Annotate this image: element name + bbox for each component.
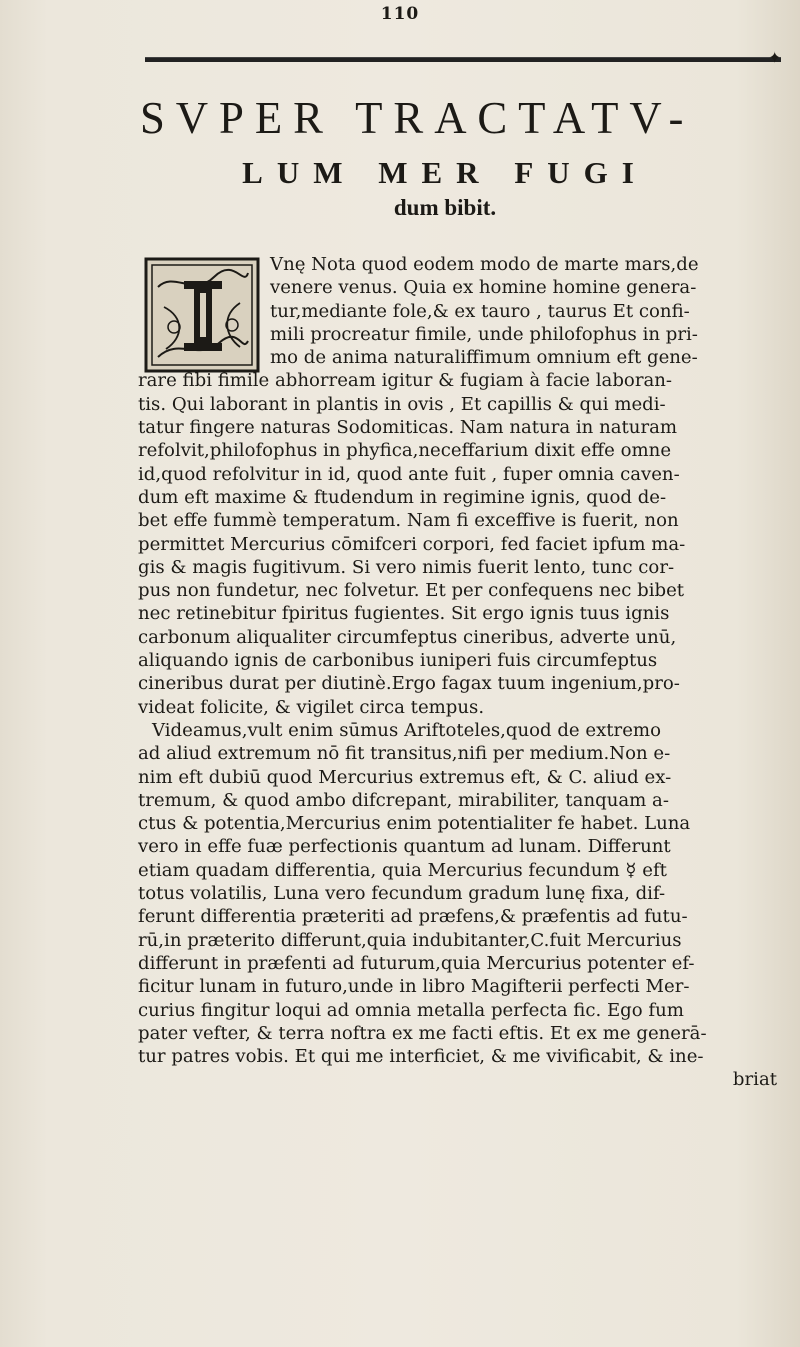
text-line: tremum, & quod ambo difcrepant, mirabiliter, tanquam a-: [138, 789, 669, 811]
text-line: nim eft dubiū quod Mercurius extremus eft, & C. aliud ex-: [138, 766, 672, 788]
text-line: ferunt differentia præteriti ad præfens,& præfentis ad futu-: [138, 906, 688, 928]
text-line: tur,mediante fole,& ex tauro , taurus Et confi-: [270, 300, 690, 322]
text-line: cineribus durat per diutinè.Ergo fagax tuum ingenium,pro-: [138, 673, 680, 695]
text-line: ctus & potentia,Mercurius enim potentialiter fe habet. Luna: [138, 813, 691, 835]
text-line: totus volatilis, Luna vero fecundum gradum lunę fixa, dif-: [138, 883, 666, 905]
text-line: tatur fingere naturas Sodomiticas. Nam natura in naturam: [138, 417, 678, 439]
text-line: mo de anima naturaliffimum omnium eft gene-: [270, 347, 698, 369]
text-line: permittet Mercurius cōmifceri corpori, fed faciet ipfum ma-: [138, 533, 686, 555]
text-line: Vnę Nota quod eodem modo de marte mars,de: [270, 254, 699, 275]
catchword: briat: [732, 1069, 777, 1091]
text-line: bet effe fummè temperatum. Nam fi exceffive is fuerit, non: [138, 510, 679, 532]
title-line-3: dum bibit.: [393, 195, 497, 220]
text-line: rare fibi fimile abhorream igitur & fugiam à facie laboran-: [138, 370, 673, 392]
text-line: gis & magis fugitivum. Si vero nimis fuerit lento, tunc cor-: [138, 556, 675, 578]
text-line: dum eft maxime & ftudendum in regimine ignis, quod de-: [138, 486, 667, 508]
text-line: differunt in præfenti ad futurum,quia Mercurius potenter ef-: [138, 952, 695, 974]
text-line: Videamus,vult enim sūmus Ariftoteles,quod de extremo: [152, 719, 661, 741]
text-line: curius fingitur loqui ad omnia metalla perfecta fic. Ego fum: [138, 999, 684, 1021]
text-line: videat folicite, & vigilet circa tempus.: [138, 696, 485, 718]
title-line-2: LUM MER FUGI: [242, 155, 648, 190]
text-line: rū,in præterito differunt,quia indubitanter,C.fuit Mercurius: [138, 929, 682, 951]
rule-ornament-icon: ✦: [768, 48, 782, 67]
text-line: ficitur lunam in futuro,unde in libro Magifterii perfecti Mer-: [138, 976, 690, 998]
text-line: aliquando ignis de carbonibus iuniperi fuis circumfeptus: [138, 650, 658, 672]
page-number: 110: [380, 4, 420, 24]
text-line: ad aliud extremum nō fit transitus,nifi per medium.Non e-: [138, 743, 671, 765]
header-rule: [145, 57, 781, 62]
text-line: mili procreatur fimile, unde philofophus in pri-: [270, 323, 698, 345]
text-line: venere venus. Quia ex homine homine genera-: [270, 277, 697, 299]
text-line: nec retinebitur fpiritus fugientes. Sit ergo ignis tuus ignis: [138, 603, 670, 625]
text-line: refolvit,philofophus in phyfica,neceffarium dixit effe omne: [138, 440, 672, 462]
text-line: tis. Qui laborant in plantis in ovis , Et capillis & qui medi-: [138, 393, 666, 415]
text-line: pus non fundetur, nec folvetur. Et per confequens nec bibet: [138, 580, 685, 602]
text-line: carbonum aliqualiter circumfeptus cineribus, adverte unū,: [138, 626, 677, 648]
body-text: [138, 253, 783, 1092]
title-line-1: SVPER TRACTATV-: [140, 93, 695, 143]
text-line: id,quod refolvitur in id, quod ante fuit , fuper omnia caven-: [138, 463, 680, 485]
text-line: pater vefter, & terra noftra ex me facti eftis. Et ex me generā-: [138, 1022, 707, 1044]
text-line: tur patres vobis. Et qui me interficiet, & me vivificabit, & ine-: [138, 1046, 704, 1068]
text-line: vero in effe fuæ perfectionis quantum ad lunam. Differunt: [138, 836, 671, 858]
text-line: etiam quadam differentia, quia Mercurius fecundum ☿ eft: [138, 859, 667, 881]
